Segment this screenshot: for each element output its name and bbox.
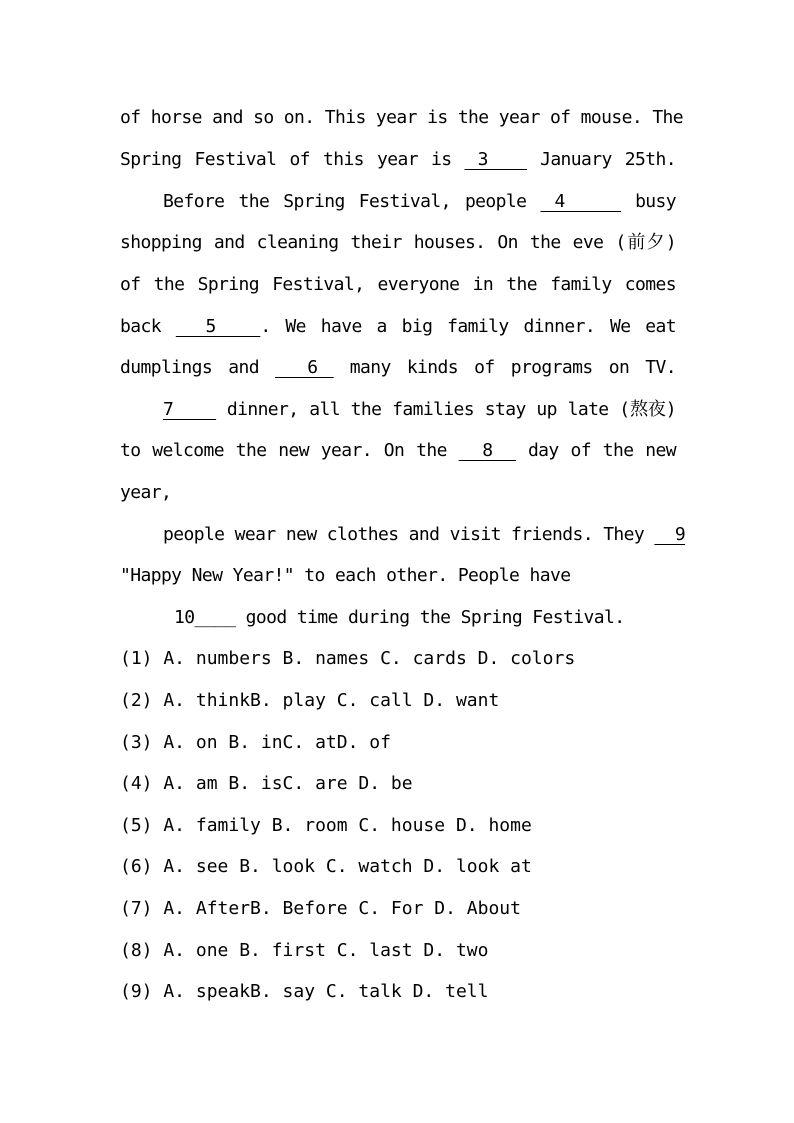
passage-text: busy [621,191,677,212]
option-row-3 [120,731,676,755]
passage-line-13 [174,606,676,630]
passage-text: "Happy New Year!" to each other. People have [120,565,571,586]
passage-text: day of the new [516,440,676,461]
passage-text: Spring Festival of this year is [120,149,465,170]
passage-text: back [120,316,176,337]
option-text: (3) A. on B. inC. atD. of [120,732,391,753]
option-text: (5) A. family B. room C. house D. home [120,815,532,836]
passage-line-11 [163,523,686,547]
blank-5: 5 [175,316,261,337]
blank-10: ____ [194,607,236,628]
passage-text: year, [120,482,172,503]
passage-text: dumplings and [120,357,276,378]
passage-line-8 [163,398,676,422]
passage-text: to welcome the new year. On the [120,440,459,461]
passage-line-2 [120,148,676,172]
passage-text: of the Spring Festival, everyone in the family comes [120,274,676,295]
passage-text: January 25th. [527,149,676,170]
option-text: (2) A. thinkB. play C. call D. want [120,690,500,711]
passage-line-3 [163,190,676,214]
passage-line-5 [120,273,676,297]
passage-text: good time during the Spring Festival. [235,607,625,628]
option-row-1 [120,647,676,671]
passage-line-6 [120,315,676,339]
option-text: (9) A. speakB. say C. talk D. tell [120,981,489,1002]
passage-text: many kinds of programs on TV. [333,357,677,378]
option-row-8 [120,939,676,963]
passage-line-10 [120,481,676,505]
passage-line-12 [120,564,676,588]
blank-6: 6 [275,357,334,378]
passage-text: of horse and so on. This year is the year of mouse. The [120,107,684,128]
passage-line-4 [120,231,676,255]
option-row-6 [120,855,676,879]
option-text: (6) A. see B. look C. watch D. look at [120,856,532,877]
option-row-4 [120,772,676,796]
passage-text: . We have a big family dinner. We eat [260,316,676,337]
blank-3: 3 [464,149,528,170]
option-row-9 [120,980,676,1004]
passage-text: dinner, all the families stay up late (熬夜) [216,399,677,420]
passage-text: people wear new clothes and visit friends. They [163,524,655,545]
passage-line-9 [120,439,676,463]
passage-text: 10 [174,607,195,628]
passage-line-7 [120,356,676,380]
blank-9: 9 [654,524,686,545]
option-text: (7) A. AfterB. Before C. For D. About [120,898,521,919]
option-text: (1) A. numbers B. names C. cards D. colors [120,648,576,669]
blank-8: 8 [458,440,517,461]
blank-7: 7 [163,399,217,420]
option-text: (4) A. am B. isC. are D. be [120,773,413,794]
option-row-7 [120,897,676,921]
option-row-5 [120,814,676,838]
passage-text: shopping and cleaning their houses. On the eve (前夕) [120,232,676,253]
option-text: (8) A. one B. first C. last D. two [120,940,489,961]
passage-text: Before the Spring Festival, people [163,191,541,212]
blank-4: 4 [540,191,621,212]
option-row-2 [120,689,676,713]
passage-line-1 [120,106,684,130]
